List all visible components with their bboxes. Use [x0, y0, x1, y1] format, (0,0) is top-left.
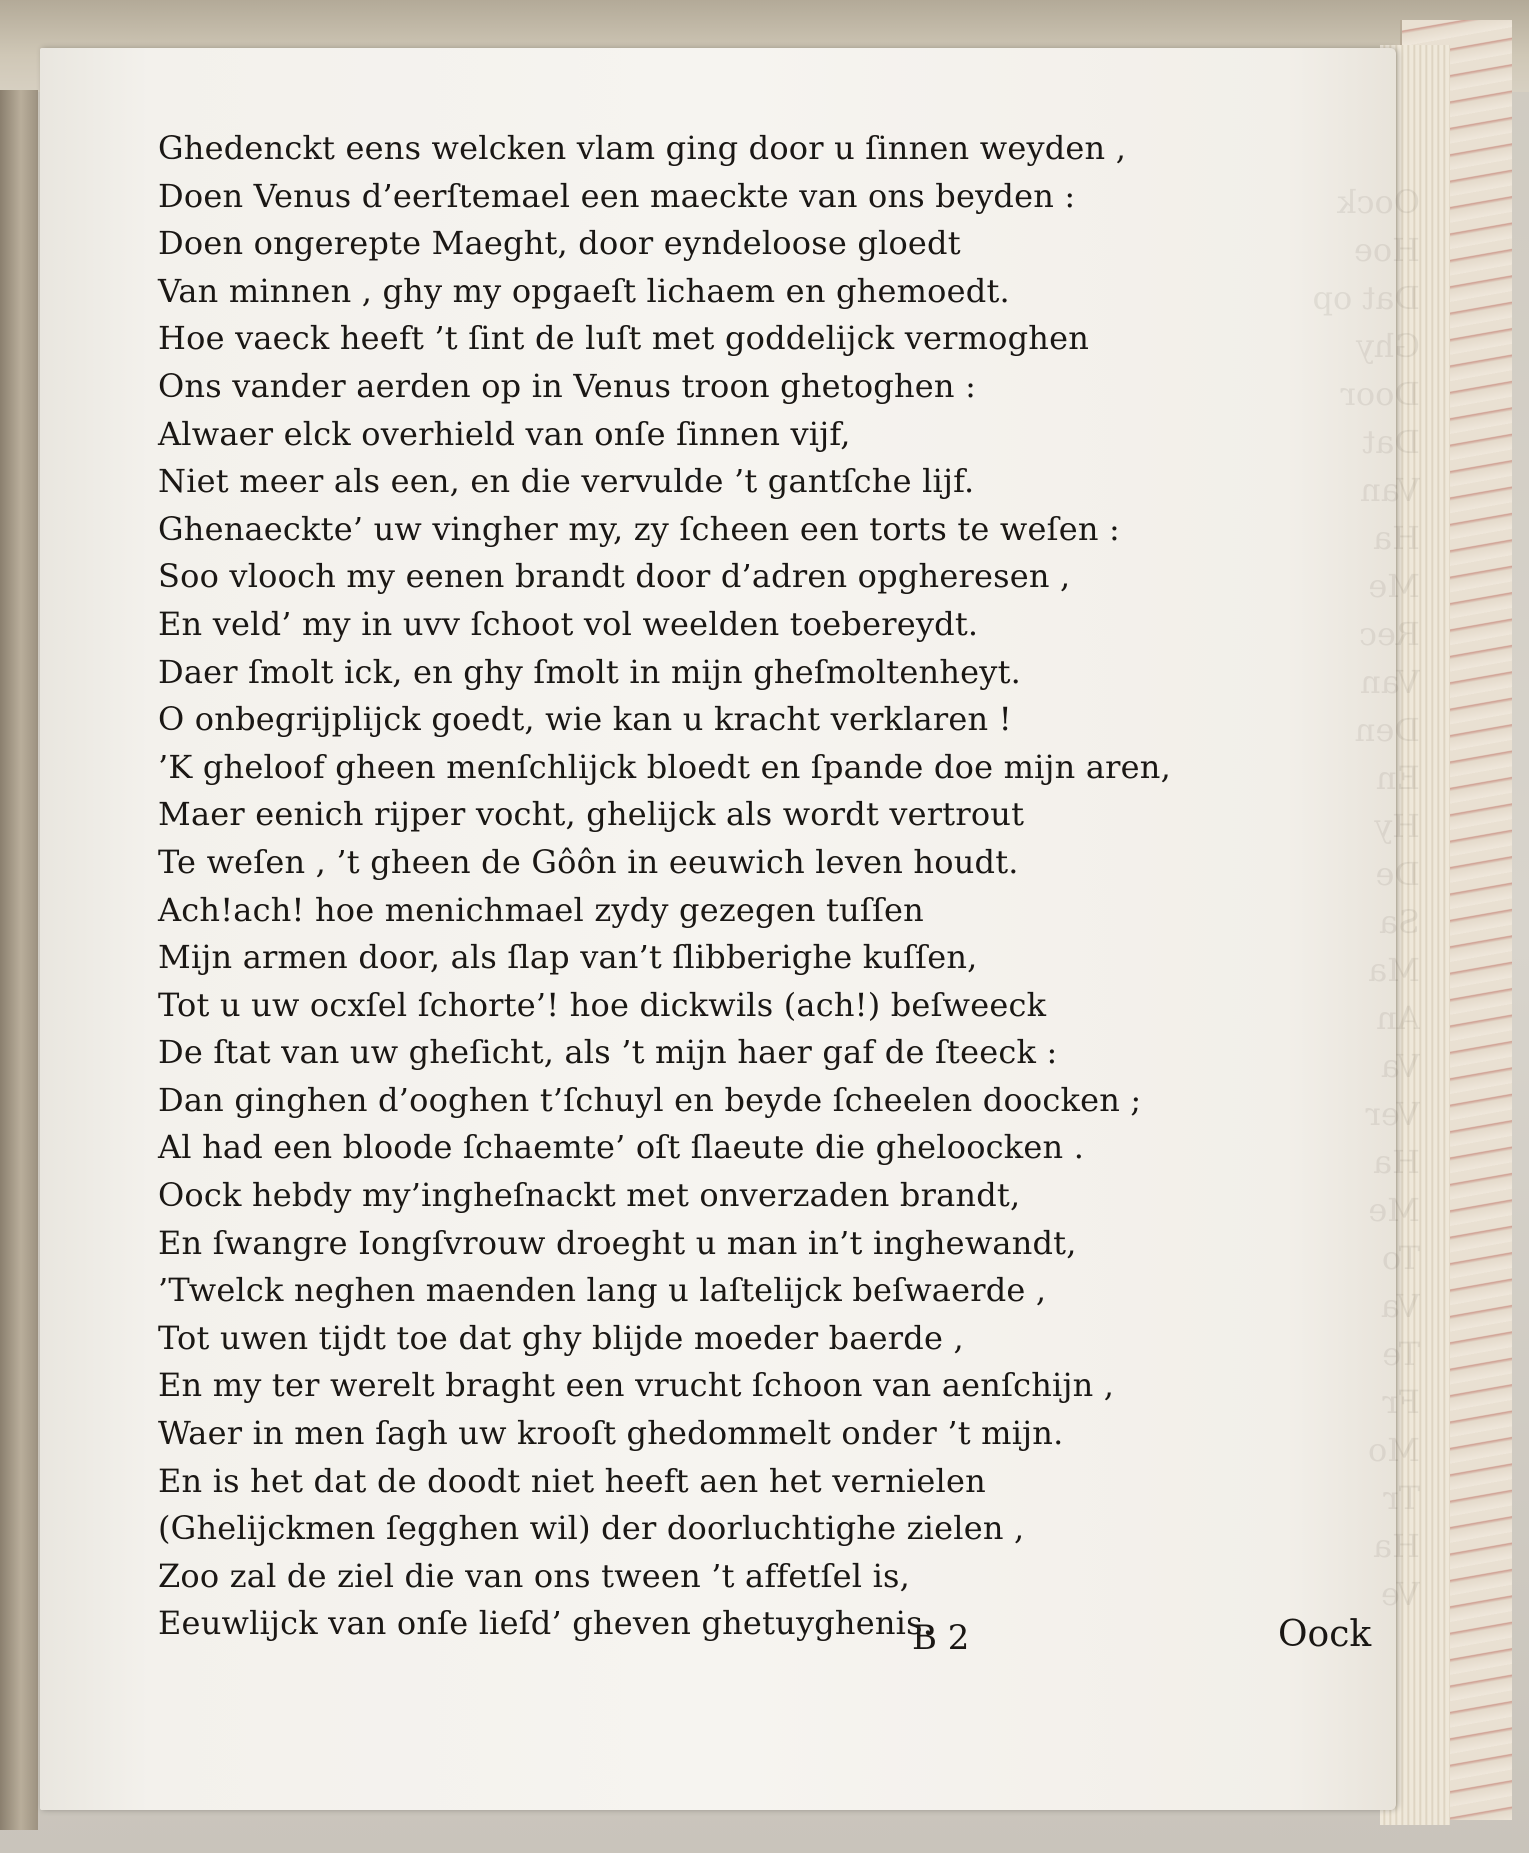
- poem-line: Daer ſmolt ick, en ghy ſmolt in mijn gheſmoltenheyt.: [158, 652, 1022, 691]
- catchword: Oock: [1278, 1614, 1372, 1655]
- signature-mark: B 2: [912, 1618, 970, 1658]
- poem-line: De ſtat van uw gheſicht, als ’t mijn haer gaf de ſteeck :: [158, 1033, 1058, 1072]
- poem-line: Dan ginghen d’ooghen t’ſchuyl en beyde ſcheelen doocken ;: [158, 1080, 1142, 1119]
- poem-text: [158, 125, 1308, 1648]
- poem-line: En ſwangre Iongſvrouw droeght u man in’t inghewandt,: [158, 1223, 1077, 1262]
- book-binding-left: [0, 90, 38, 1830]
- poem-line: Soo vlooch my eenen brandt door d’adren opgheresen ,: [158, 557, 1071, 596]
- poem-line: Hoe vaeck heeft ’t ſint de luſt met goddelijck vermoghen: [158, 319, 1090, 358]
- poem-line: Van minnen , ghy my opgaeſt lichaem en ghemoedt.: [158, 271, 1010, 310]
- poem-line: Niet meer als een, en die vervulde ’t gantſche lijf.: [158, 462, 975, 501]
- poem-line: Ons vander aerden op in Venus troon ghetoghen :: [158, 366, 977, 405]
- poem-line: ’K gheloof gheen menſchlijck bloedt en ſpande doe mijn aren,: [158, 747, 1171, 786]
- poem-line: Al had een bloode ſchaemte’ oſt ſlaeute die gheloocken .: [158, 1128, 1085, 1167]
- poem-line: Ghenaeckte’ uw vingher my, zy ſcheen een torts te weſen :: [158, 509, 1121, 548]
- poem-line: Zoo zal de ziel die van ons tween ’t affetſel is,: [158, 1556, 911, 1595]
- poem-line: Waer in men ſagh uw krooſt ghedommelt onder ’t mijn.: [158, 1414, 1064, 1453]
- poem-line: Ghedenckt eens welcken vlam ging door u ſinnen weyden ,: [158, 129, 1127, 167]
- poem-line: Te weſen , ’t gheen de Gôôn in eeuwich leven houdt.: [158, 842, 1019, 881]
- poem-line: Tot uwen tijdt toe dat ghy blijde moeder baerde ,: [158, 1318, 964, 1357]
- poem-line: (Ghelijckmen ſegghen wil) der doorluchtighe zielen ,: [158, 1509, 1025, 1548]
- poem-line: En my ter werelt braght een vrucht ſchoon van aenſchijn ,: [158, 1366, 1115, 1405]
- poem-line: Alwaer elck overhield van onſe ſinnen vijf,: [158, 414, 851, 453]
- poem-line: Mijn armen door, als ſlap van’t ſlibberighe kuſſen,: [158, 938, 978, 977]
- poem-line: O onbegrijplijck goedt, wie kan u kracht verklaren !: [158, 700, 1012, 739]
- poem-line: En is het dat de doodt niet heeft aen het vernielen: [158, 1461, 986, 1500]
- bleed-through-text: Oock Hoe Dat op Ghy Door Dat Van Ha Me Rec Van Den En Hy De Sa Ma An Va Ver Ha Me To Va Te Fr Mo Tr Ha Ve: [1312, 183, 1420, 1613]
- poem-line: En veld’ my in uvv ſchoot vol weelden toebereydt.: [158, 604, 979, 643]
- poem-line: ’Twelck neghen maenden lang u laſtelijck beſwaerde ,: [158, 1271, 1047, 1310]
- poem-line: Doen Venus d’eerſtemael een maeckte van ons beyden :: [158, 176, 1076, 215]
- poem-line: Ach!ach! hoe menichmael zydy gezegen tuſſen: [158, 890, 924, 929]
- poem-line: Doen ongerepte Maeght, door eyndeloose gloedt: [158, 224, 961, 263]
- poem-line: Maer eenich rijper vocht, ghelijck als wordt vertrout: [158, 795, 1025, 834]
- poem-line: Oock hebdy my’ingheſnackt met onverzaden brandt,: [158, 1176, 1021, 1215]
- poem-line: Eeuwlijck van onſe lieſd’ gheven ghetuyghenis.: [158, 1604, 934, 1643]
- poem-line: Tot u uw ocxſel ſchorte’! hoe dickwils (ach!) beſweeck: [158, 985, 1047, 1024]
